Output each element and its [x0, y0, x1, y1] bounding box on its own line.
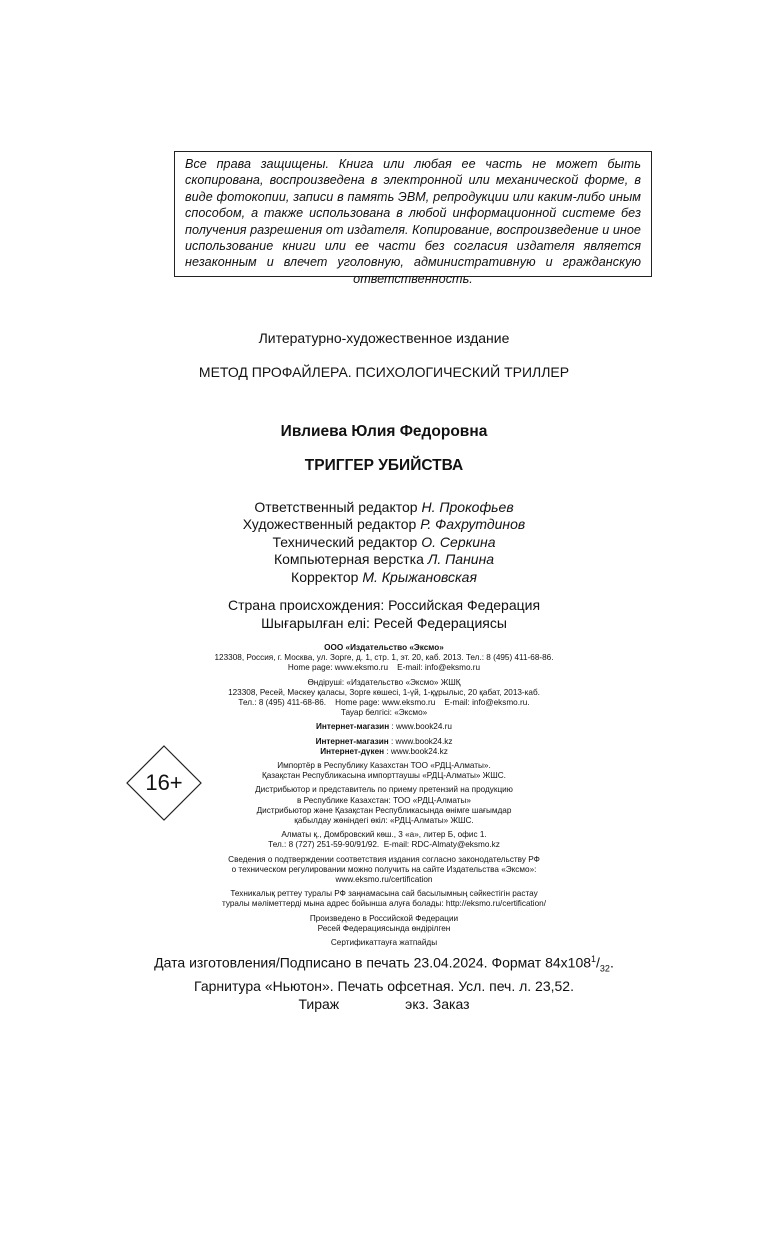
credits-block	[0, 499, 768, 586]
publisher-kz-block	[0, 678, 768, 719]
shop-url: : www.book24.ru	[389, 722, 452, 732]
shop-line	[0, 747, 768, 757]
age-rating-badge	[126, 745, 202, 821]
publisher-kz-address: 123308, Ресей, Мәскеу қаласы, Зорге көшесі, 1-үй, 1-құрылыс, 20 қабат, 2013-каб.	[228, 687, 540, 697]
author-name: Ивлиева Юлия Федоровна	[280, 423, 488, 440]
print-info-block	[0, 950, 768, 1013]
cert-note: Сертификаттауға жатпайды	[330, 938, 438, 948]
print-date-end: .	[609, 954, 614, 971]
certification-line: Сведения о подтверждении соответствия издания согласно законодательству РФ	[228, 854, 540, 864]
publisher-web: Home page: www.eksmo.ru E-mail: info@eksmo.ru	[287, 663, 481, 673]
print-date-text: Дата изготовления/Подписано в печать 23.04.2024. Формат 84х108	[154, 954, 592, 971]
print-typeface: Гарнитура «Ньютон». Печать офсетная. Усл. печ. л. 23,52.	[194, 978, 574, 995]
certification-ru-block	[0, 855, 768, 886]
rights-notice-box	[174, 151, 652, 286]
certification-line: туралы мәліметтерді мына адрес бойынша алуға болады: http://eksmo.ru/certification/	[221, 899, 547, 909]
shop-line	[0, 737, 768, 747]
shop-url: : www.book24.kz	[384, 746, 448, 756]
print-run-label: Тираж	[298, 996, 340, 1013]
print-date-format: Дата изготовления/Подписано в печать 23.04.2024. Формат $84х108^1/_{32}$.	[154, 954, 614, 974]
distributor-block	[0, 785, 768, 826]
series-line: МЕТОД ПРОФАЙЛЕРА. ПСИХОЛОГИЧЕСКИЙ ТРИЛЛЕР	[198, 364, 570, 380]
shop-url: : www.book24.kz	[388, 736, 453, 746]
importer-line: Қазақстан Республикасына импорттаушы «РДЦ-Алматы» ЖШС.	[262, 771, 506, 781]
print-run	[0, 995, 768, 1013]
book-title: ТРИГГЕР УБИЙСТВА	[304, 457, 464, 474]
credit-role: Корректор	[291, 568, 359, 585]
certification-line: о техническом регулировании можно получить на сайте Издательства «Эксмо»:	[231, 864, 537, 874]
credit-person: Л. Панина	[427, 551, 495, 568]
shop-label: Интернет-магазин	[316, 722, 390, 732]
importer-block	[0, 761, 768, 781]
certification-kz-block	[0, 889, 768, 909]
origin-block	[0, 596, 768, 632]
credit-line	[0, 534, 768, 551]
format-fraction-num: 1	[591, 954, 597, 964]
origin-ru: Страна происхождения: Российская Федерация	[227, 597, 541, 613]
distributor-line: Дистрибьютор және Қазақстан Республикасында өнімге шағымдар	[256, 805, 512, 815]
imprint-block	[0, 643, 768, 952]
credit-line	[0, 551, 768, 568]
credit-person: М. Крыжановская	[362, 568, 477, 585]
publisher-kz-maker: Өндіруші: «Издательство «Эксмо» ЖШҚ	[307, 677, 461, 687]
credit-person: О. Серкина	[421, 533, 496, 550]
cert-note-block	[0, 938, 768, 948]
almaty-block	[0, 830, 768, 850]
almaty-line: Тел.: 8 (727) 251-59-90/91/92. E-mail: RDC-Almaty@eksmo.kz	[268, 840, 500, 850]
credit-person: Н. Прокофьев	[421, 499, 514, 515]
produced-line: Ресей Федерациясында өндірілген	[317, 923, 451, 933]
genre-line: Литературно-художественное издание	[258, 330, 510, 346]
origin-kz: Шығарылған елі: Ресей Федерациясы	[261, 615, 507, 631]
publisher-address: 123308, Россия, г. Москва, ул. Зорге, д. 1, стр. 1, эт. 20, каб. 2013. Тел.: 8 (495) 411-68-86.	[214, 653, 554, 663]
certification-line: www.eksmo.ru/certification	[335, 875, 433, 885]
publisher-block	[0, 643, 768, 674]
credit-role: Художественный редактор	[242, 516, 417, 533]
credit-person: Р. Фахрутдинов	[420, 516, 526, 533]
shop-label: Интернет-дүкен	[320, 746, 385, 756]
credit-role: Технический редактор	[272, 533, 418, 550]
distributor-line: в Республике Казахстан: ТОО «РДЦ-Алматы»	[297, 795, 471, 805]
certification-line: Техникалық реттеу туралы РФ заңнамасына сай басылымның сәйкестігін растау	[230, 889, 538, 899]
distributor-line: Дистрибьютор и представитель по приему претензий на продукцию	[255, 785, 513, 795]
credit-role: Ответственный редактор	[254, 499, 418, 515]
shops-block-2	[0, 737, 768, 757]
trademark: Тауар белгісі: «Эксмо»	[340, 708, 428, 718]
importer-line: Импортёр в Республику Казахстан ТОО «РДЦ-Алматы».	[277, 761, 491, 771]
produced-block	[0, 914, 768, 934]
almaty-line: Алматы қ., Домбровский көш., 3 «а», литер Б, офис 1.	[281, 830, 487, 840]
age-rating-text: 16+	[145, 770, 183, 795]
publisher-name: ООО «Издательство «Эксмо»	[324, 643, 444, 652]
format-fraction-den: 32	[599, 963, 610, 974]
shop-label: Интернет-магазин	[315, 736, 389, 746]
rights-notice-text: Все права защищены. Книга или любая ее часть не может быть скопирована, воспроизведена в электронной или механической форме, в виде фотокопии, записи в память ЭВМ, репродукции или каким-либо иным способом, а также использована в любой информационной системе без получения разрешения от издателя. Копирование, воспроизведение и иное использование книги или ее части без согласия издателя является незаконным и влечет уголовную, административную и гражданскую ответственность.	[185, 157, 641, 286]
shop-line	[0, 722, 768, 732]
credit-line	[0, 499, 768, 516]
distributor-line: қабылдау жөніндегі өкіл: «РДЦ-Алматы» ЖШС.	[294, 816, 474, 826]
credit-role: Компьютерная верстка	[273, 551, 424, 568]
print-order-label: экз. Заказ	[405, 996, 470, 1013]
shops-block	[0, 722, 768, 732]
produced-line: Произведено в Российской Федерации	[309, 913, 459, 923]
credit-line	[0, 569, 768, 586]
credit-line	[0, 516, 768, 533]
publisher-kz-contacts: Тел.: 8 (495) 411-68-86. Home page: www.eksmo.ru E-mail: info@eksmo.ru.	[238, 698, 530, 708]
